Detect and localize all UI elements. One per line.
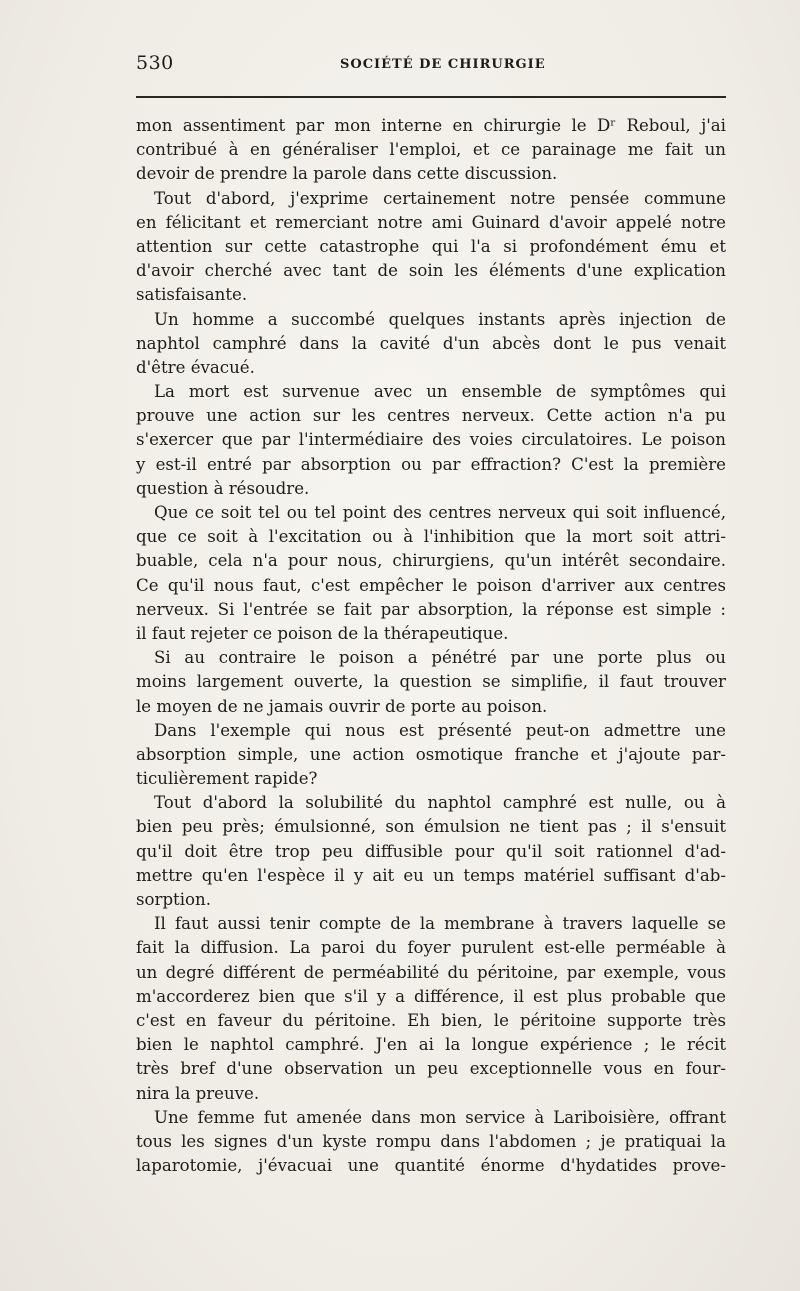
text-line: question à résoudre. xyxy=(136,478,310,498)
text-line: qu'il doit être trop peu diffusible pour qu'il soit rationnel d'ad- xyxy=(136,841,726,861)
page-number: 530 xyxy=(136,52,174,74)
text-line: naphtol camphré dans la cavité d'un abcès dont le pus venait xyxy=(136,333,726,353)
text-line: le moyen de ne jamais ouvrir de porte au poison. xyxy=(136,696,548,716)
text-line: fait la diffusion. La paroi du foyer purulent est-elle perméable à xyxy=(136,938,726,958)
text-line: Dans l'exemple qui nous est présenté peut-on admettre une xyxy=(154,720,726,740)
text-line: s'exercer que par l'intermédiaire des voies circulatoires. Le poison xyxy=(136,430,726,450)
text-line: Si au contraire le poison a pénétré par une porte plus ou xyxy=(154,648,726,668)
text-line: contribué à en généraliser l'emploi, et ce parainage me fait un xyxy=(136,140,726,160)
text-line: Une femme fut amenée dans mon service à Lariboisière, offrant xyxy=(154,1107,726,1127)
page-header xyxy=(136,52,726,86)
text-line: bien peu près; émulsionné, son émulsion ne tient pas ; il s'ensuit xyxy=(136,817,726,837)
running-head: SOCIÉTÉ DE CHIRURGIE xyxy=(340,57,546,72)
text-line: buable, cela n'a pour nous, chirurgiens, qu'un intérêt secondaire. xyxy=(136,551,726,571)
text-line: tous les signes d'un kyste rompu dans l'abdomen ; je pratiquai la xyxy=(136,1131,726,1151)
text-line: d'être évacué. xyxy=(136,357,255,377)
text-line: satisfaisante. xyxy=(136,285,248,305)
text-line: d'avoir cherché avec tant de soin les éléments d'une explication xyxy=(136,261,726,281)
text-line: Tout d'abord, j'exprime certainement notre pensée commune xyxy=(154,188,726,208)
text-line: nerveux. Si l'entrée se fait par absorption, la réponse est simple : xyxy=(136,599,726,619)
text-line: bien le naphtol camphré. J'en ai la longue expérience ; le récit xyxy=(136,1035,726,1055)
text-line: Tout d'abord la solubilité du naphtol camphré est nulle, ou à xyxy=(154,793,726,813)
text-line: prouve une action sur les centres nerveux. Cette action n'a pu xyxy=(136,406,726,426)
text-line: absorption simple, une action osmotique franche et j'ajoute par- xyxy=(136,744,726,764)
text-line: ticulièrement rapide? xyxy=(136,769,318,789)
text-line: mon assentiment par mon interne en chirurgie le Dʳ Reboul, j'ai xyxy=(136,116,726,135)
text-line: que ce soit à l'excitation ou à l'inhibition que la mort soit attri- xyxy=(136,527,726,547)
text-line: attention sur cette catastrophe qui l'a si profondément ému et xyxy=(136,236,726,256)
text-line: m'accorderez bien que s'il y a différence, il est plus probable que xyxy=(136,986,726,1006)
header-rule xyxy=(136,96,726,98)
text-line: c'est en faveur du péritoine. Eh bien, le péritoine supporte très xyxy=(136,1010,726,1030)
text-line: Ce qu'il nous faut, c'est empêcher le poison d'arriver aux centres xyxy=(136,575,726,595)
text-line: devoir de prendre la parole dans cette discussion. xyxy=(136,164,558,184)
text-line: Un homme a succombé quelques instants après injection de xyxy=(154,309,726,329)
text-line: un degré différent de perméabilité du péritoine, par exemple, vous xyxy=(136,962,726,982)
text-line: sorption. xyxy=(136,890,211,909)
text-line: mettre qu'en l'espèce il y ait eu un temps matériel suffisant d'ab- xyxy=(136,865,726,885)
text-line: y est-il entré par absorption ou par effraction? C'est la première xyxy=(136,454,726,474)
text-line: nira la preuve. xyxy=(136,1083,260,1103)
text-line: Que ce soit tel ou tel point des centres nerveux qui soit influencé, xyxy=(154,503,726,522)
text-line: Il faut aussi tenir compte de la membrane à travers laquelle se xyxy=(154,914,726,934)
body-text xyxy=(136,114,726,1178)
text-line: laparotomie, j'évacuai une quantité énorme d'hydatides prove- xyxy=(136,1156,726,1176)
text-line: moins largement ouverte, la question se simplifie, il faut trouver xyxy=(136,672,726,692)
text-line: il faut rejeter ce poison de la thérapeutique. xyxy=(136,623,509,643)
text-line: très bref d'une observation un peu exceptionnelle vous en four- xyxy=(136,1059,726,1079)
text-line: en félicitant et remerciant notre ami Guinard d'avoir appelé notre xyxy=(136,212,726,232)
text-line: La mort est survenue avec un ensemble de symptômes qui xyxy=(154,382,726,402)
